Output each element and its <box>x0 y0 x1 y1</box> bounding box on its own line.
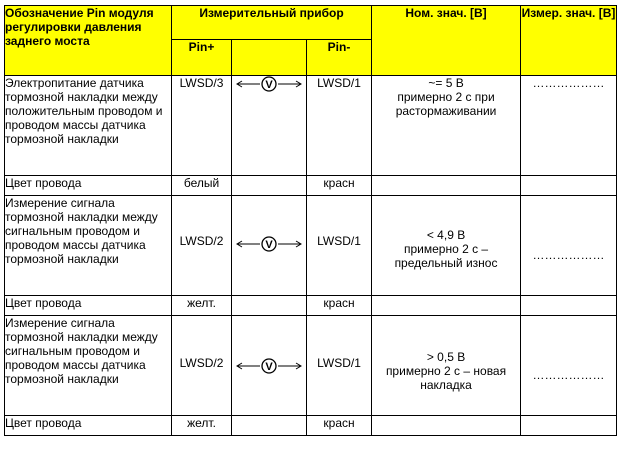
nominal-line3: растормаживании <box>395 104 497 118</box>
nominal-line2: примерно 2 с – <box>403 242 489 256</box>
wire-nominal-blank <box>372 296 521 316</box>
nominal-line1: < 4,9 В <box>426 228 466 242</box>
measured-value[interactable]: ……………… <box>521 316 617 416</box>
wire-nominal-blank <box>372 176 521 196</box>
voltmeter-icon <box>235 76 303 92</box>
header-measured: Измер. знач. [В] <box>521 6 617 76</box>
header-pin-designation: Обозначение Pin модуля регулировки давления заднего моста <box>5 6 172 76</box>
pin-plus-value: LWSD/2 <box>172 316 232 416</box>
nominal-line1: ~= 5 В <box>428 76 464 90</box>
wire-blank <box>232 176 307 196</box>
voltmeter-cell <box>232 76 307 176</box>
nominal-line1: > 0,5 В <box>426 350 466 364</box>
pin-plus-value: LWSD/2 <box>172 196 232 296</box>
voltmeter-symbol: V <box>265 361 273 373</box>
nominal-line3: накладка <box>420 378 472 392</box>
wire-row <box>5 176 617 196</box>
wire-plus-color: белый <box>172 176 232 196</box>
header-instrument-blank <box>232 40 307 76</box>
pin-minus-value: LWSD/1 <box>307 76 372 176</box>
pin-minus-value: LWSD/1 <box>307 316 372 416</box>
wire-measured-blank <box>521 176 617 196</box>
wire-color-label: Цвет провода <box>5 176 172 196</box>
header-instrument: Измерительный прибор <box>172 6 372 40</box>
nominal-value <box>372 196 521 296</box>
wire-minus-color: красн <box>307 416 372 436</box>
voltmeter-icon <box>235 358 303 374</box>
wire-minus-color: красн <box>307 176 372 196</box>
wire-blank <box>232 296 307 316</box>
row-description: Измерение сигнала тормозной накладки между сигнальным проводом и проводом массы датчика тормозной накладки <box>5 196 172 296</box>
header-pin-minus: Pin- <box>307 40 372 76</box>
table-row <box>5 196 617 296</box>
voltmeter-icon <box>235 236 303 252</box>
nominal-value <box>372 316 521 416</box>
measurement-table <box>4 5 617 436</box>
nominal-line3: предельный износ <box>394 256 498 270</box>
nominal-line2: примерно 2 с при <box>397 90 495 104</box>
voltmeter-cell <box>232 316 307 416</box>
wire-blank <box>232 416 307 436</box>
voltmeter-symbol: V <box>265 239 273 251</box>
table-row <box>5 316 617 416</box>
wire-nominal-blank <box>372 416 521 436</box>
nominal-value <box>372 76 521 176</box>
wire-plus-color: желт. <box>172 296 232 316</box>
voltmeter-cell <box>232 196 307 296</box>
header-pin-plus: Pin+ <box>172 40 232 76</box>
table-row <box>5 76 617 176</box>
wire-measured-blank <box>521 416 617 436</box>
header-nominal: Ном. знач. [В] <box>372 6 521 76</box>
wire-row <box>5 416 617 436</box>
pin-plus-value: LWSD/3 <box>172 76 232 176</box>
nominal-line2: примерно 2 с – новая <box>385 364 507 378</box>
voltmeter-symbol: V <box>265 79 273 91</box>
wire-row <box>5 296 617 316</box>
pin-minus-value: LWSD/1 <box>307 196 372 296</box>
row-description: Измерение сигнала тормозной накладки между сигнальным проводом и проводом массы датчика тормозной накладки <box>5 316 172 416</box>
wire-color-label: Цвет провода <box>5 416 172 436</box>
row-description: Электропитание датчика тормозной накладки между положительным проводом и проводом массы датчика тормозной накладки <box>5 76 172 176</box>
wire-measured-blank <box>521 296 617 316</box>
measured-value[interactable]: ……………… <box>521 76 617 176</box>
wire-minus-color: красн <box>307 296 372 316</box>
wire-plus-color: желт. <box>172 416 232 436</box>
wire-color-label: Цвет провода <box>5 296 172 316</box>
measured-value[interactable]: ……………… <box>521 196 617 296</box>
